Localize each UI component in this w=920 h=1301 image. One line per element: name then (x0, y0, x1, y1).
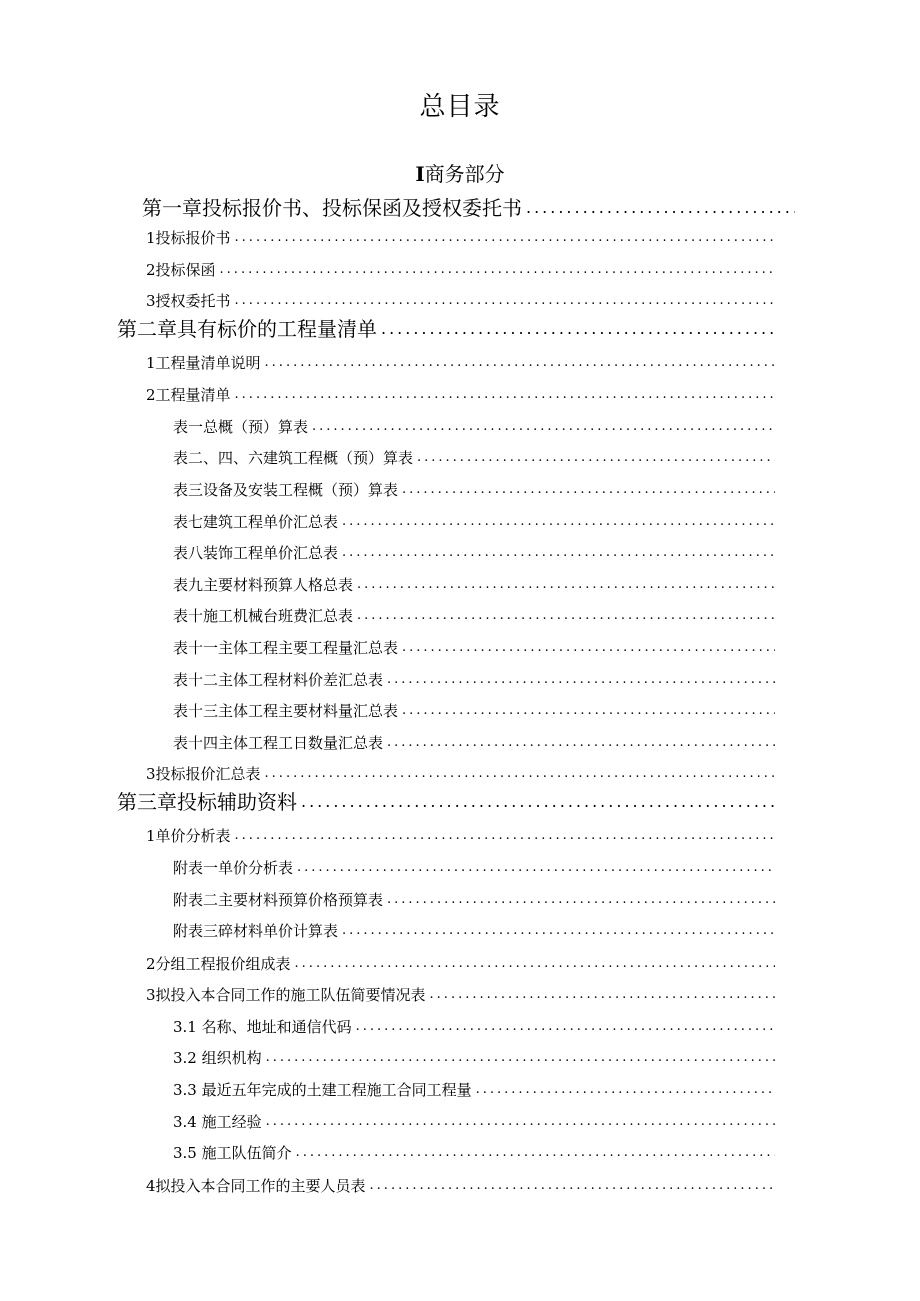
toc-item-label: 3投标报价汇总表 (146, 765, 261, 783)
toc-item-label: 3.2 组织机构 (173, 1049, 262, 1067)
part-label: 商务部分 (424, 162, 505, 186)
toc-leader-dots (383, 668, 775, 692)
toc-leader-dots (231, 226, 775, 250)
toc-item-label: 表七建筑工程单价汇总表 (173, 513, 339, 531)
toc-leader-dots (216, 258, 775, 282)
toc-item-label: 表三设备及安装工程概（预）算表 (173, 481, 399, 499)
toc-leader-dots (338, 510, 775, 534)
toc-item-label: 表八装饰工程单价汇总表 (173, 544, 339, 562)
toc-item-label: 3拟投入本合同工作的施工队伍简要情况表 (146, 986, 426, 1004)
toc-item-label: 表十三主体工程主要材料量汇总表 (173, 702, 399, 720)
part-roman: I (415, 162, 425, 186)
toc-item[interactable] (173, 478, 775, 502)
toc-item-label: 3.1 名称、地址和通信代码 (173, 1018, 352, 1036)
toc-item[interactable] (173, 541, 775, 565)
toc-item[interactable] (173, 510, 775, 534)
toc-item[interactable] (146, 1174, 775, 1198)
toc-item[interactable] (173, 1078, 775, 1102)
toc-item[interactable] (146, 824, 775, 848)
toc-item-label: 第一章投标报价书、投标保函及授权委托书 (142, 196, 522, 220)
toc-chapter[interactable] (142, 193, 795, 223)
toc-item-label: 3授权委托书 (146, 292, 231, 310)
toc-item[interactable] (173, 636, 775, 660)
toc-item-label: 2工程量清单 (146, 386, 231, 404)
toc-item[interactable] (146, 351, 775, 375)
toc-item[interactable] (146, 762, 775, 786)
toc-item[interactable] (173, 1015, 775, 1039)
toc-item-label: 表二、四、六建筑工程概（预）算表 (173, 449, 414, 467)
toc-item-label: 1工程量清单说明 (146, 354, 261, 372)
toc-item[interactable] (173, 1110, 775, 1134)
toc-item[interactable] (146, 258, 775, 282)
toc-leader-dots (383, 731, 775, 755)
toc-leader-dots (398, 636, 775, 660)
toc-item-label: 第二章具有标价的工程量清单 (117, 317, 377, 341)
toc-leader-dots (377, 314, 775, 344)
toc-item[interactable] (173, 1141, 775, 1165)
toc-leader-dots (261, 351, 775, 375)
toc-item-label: 3.3 最近五年完成的土建工程施工合同工程量 (173, 1081, 472, 1099)
toc-item[interactable] (173, 668, 775, 692)
toc-item[interactable] (146, 952, 775, 976)
toc-leader-dots (291, 952, 775, 976)
toc-item-label: 附表二主要材料预算价格预算表 (173, 891, 384, 909)
toc-item-label: 3.5 施工队伍简介 (173, 1144, 292, 1162)
toc-leader-dots (383, 888, 775, 912)
toc-leader-dots (352, 1015, 775, 1039)
toc-leader-dots (353, 573, 775, 597)
toc-leader-dots (262, 1046, 775, 1070)
toc-leader-dots (398, 699, 775, 723)
toc-leader-dots (261, 762, 775, 786)
toc-item[interactable] (173, 919, 775, 943)
toc-leader-dots (398, 478, 775, 502)
toc-leader-dots (338, 541, 775, 565)
toc-item[interactable] (173, 731, 775, 755)
toc-leader-dots (338, 919, 775, 943)
toc-item-label: 4拟投入本合同工作的主要人员表 (146, 1177, 366, 1195)
toc-item-label: 1单价分析表 (146, 827, 231, 845)
toc-leader-dots (231, 824, 775, 848)
toc-leader-dots (366, 1174, 775, 1198)
toc-item[interactable] (173, 856, 775, 880)
toc-chapter[interactable] (117, 314, 775, 344)
toc-leader-dots (292, 1141, 775, 1165)
toc-item-label: 表九主要材料预算人格总表 (173, 576, 354, 594)
toc-item[interactable] (173, 446, 775, 470)
toc-item-label: 2投标保函 (146, 261, 216, 279)
toc-item[interactable] (173, 415, 775, 439)
page-title: 总目录 (419, 92, 501, 122)
toc-item-label: 第三章投标辅助资料 (117, 790, 297, 814)
toc-leader-dots (426, 983, 775, 1007)
toc-item[interactable] (173, 604, 775, 628)
toc-item[interactable] (146, 983, 775, 1007)
toc-leader-dots (231, 383, 775, 407)
toc-item-label: 表十二主体工程材料价差汇总表 (173, 671, 384, 689)
toc-leader-dots (308, 415, 775, 439)
toc-item-label: 表一总概（预）算表 (173, 418, 309, 436)
toc-item-label: 1投标报价书 (146, 229, 231, 247)
toc-item-label: 2分组工程报价组成表 (146, 955, 291, 973)
toc-item-label: 3.4 施工经验 (173, 1113, 262, 1131)
toc-leader-dots (262, 1110, 775, 1134)
toc-leader-dots (297, 787, 775, 817)
toc-leader-dots (231, 289, 775, 313)
toc-item-label: 表十四主体工程工日数量汇总表 (173, 734, 384, 752)
toc-item-label: 附表三碎材料单价计算表 (173, 922, 339, 940)
toc-leader-dots (413, 446, 775, 470)
toc-item[interactable] (146, 226, 775, 250)
toc-item-label: 附表一单价分析表 (173, 859, 294, 877)
toc-item[interactable] (173, 699, 775, 723)
toc-leader-dots (353, 604, 775, 628)
toc-item[interactable] (173, 888, 775, 912)
toc-item-label: 表十施工机械台班费汇总表 (173, 607, 354, 625)
toc-leader-dots (293, 856, 775, 880)
toc-item[interactable] (146, 289, 775, 313)
toc-item-label: 表十一主体工程主要工程量汇总表 (173, 639, 399, 657)
toc-leader-dots (472, 1078, 775, 1102)
toc-leader-dots (522, 193, 795, 223)
toc-chapter[interactable] (117, 787, 775, 817)
toc-item[interactable] (146, 383, 775, 407)
toc-item[interactable] (173, 573, 775, 597)
toc-item[interactable] (173, 1046, 775, 1070)
